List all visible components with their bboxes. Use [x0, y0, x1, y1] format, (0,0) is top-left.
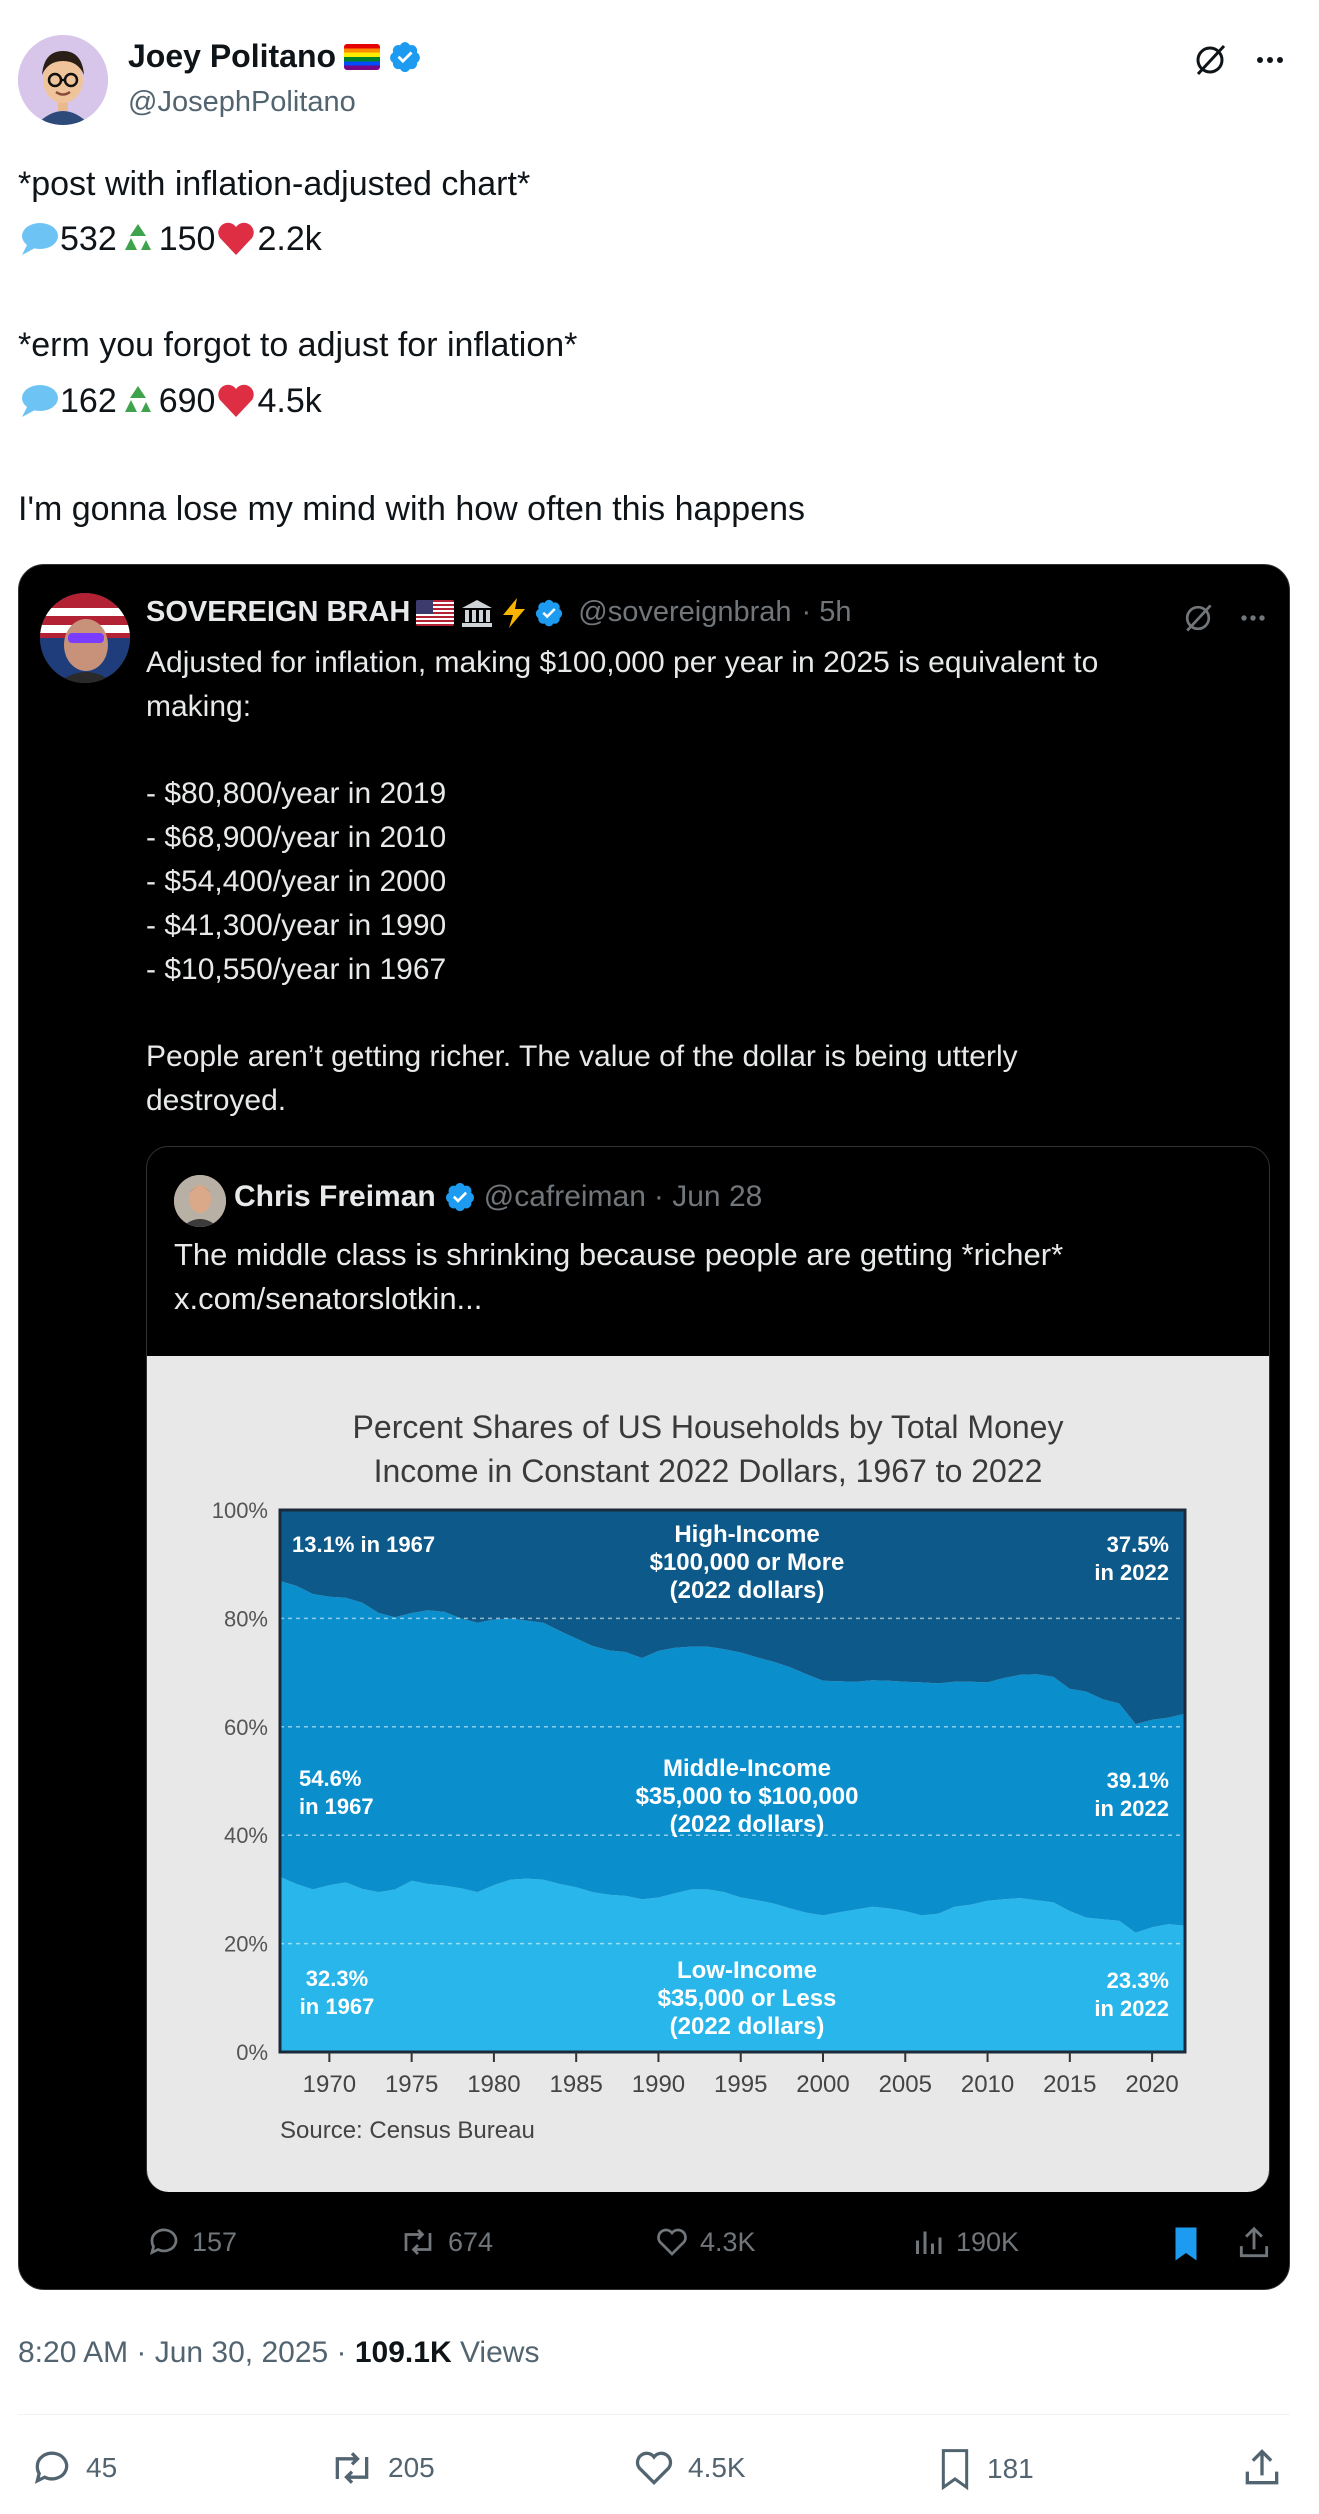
- quote-reply-count: 157: [192, 2226, 238, 2257]
- quote-text-line: People aren’t getting richer. The value of the dollar is being utterly: [146, 1040, 1018, 1073]
- heart-icon: [215, 218, 257, 260]
- stat-replies-1: 532: [60, 219, 117, 258]
- verified-badge-icon[interactable]: [388, 40, 422, 74]
- bookmark-filled-icon[interactable]: [1168, 2224, 1204, 2264]
- annotation-middle-right: in 2022: [1094, 1796, 1169, 1821]
- recycle-icon: [117, 380, 159, 422]
- inner-quote-link[interactable]: x.com/senatorslotkin...: [174, 1281, 483, 1316]
- repost-count: 205: [388, 2452, 435, 2483]
- annotation-high-left: 13.1% in 1967: [292, 1532, 436, 1557]
- stat-reposts-1: 150: [158, 219, 216, 258]
- like-button[interactable]: [632, 2446, 746, 2490]
- quote-text-line: - $41,300/year in 1990: [146, 909, 447, 942]
- reply-button[interactable]: [30, 2446, 117, 2490]
- quote-author-handle[interactable]: @sovereignbrah: [578, 596, 792, 628]
- verified-badge-icon[interactable]: [444, 1181, 476, 1213]
- x-tick-label: 2010: [960, 2071, 1015, 2098]
- annotation-high-income: $100,000 or More: [649, 1549, 845, 1576]
- quote-author-row[interactable]: [146, 596, 851, 629]
- like-icon: [632, 2446, 676, 2490]
- quote-views-button[interactable]: [910, 2224, 1019, 2260]
- verified-badge-icon[interactable]: [534, 598, 564, 628]
- quote-reply-button[interactable]: [146, 2224, 237, 2260]
- y-tick-label: 40%: [223, 1823, 268, 1849]
- chart-source: Source: Census Bureau: [280, 2117, 535, 2144]
- inner-author-name[interactable]: Chris Freiman: [234, 1180, 436, 1213]
- inner-author-avatar[interactable]: [174, 1175, 226, 1227]
- annotation-high-income: High-Income: [674, 1521, 820, 1548]
- quote-author-avatar[interactable]: [40, 593, 130, 683]
- post-stats-1: [18, 218, 322, 260]
- timestamp-text[interactable]: 8:20 AM · Jun 30, 2025 ·: [18, 2336, 355, 2369]
- quote-like-count: 4.3K: [700, 2226, 756, 2257]
- quote-views-count: 190K: [956, 2226, 1020, 2257]
- quote-like-button[interactable]: [654, 2224, 756, 2260]
- repost-button[interactable]: [328, 2446, 435, 2490]
- like-icon: [654, 2224, 690, 2260]
- bank-icon: [460, 598, 494, 628]
- inner-quote-time[interactable]: · Jun 28: [653, 1180, 763, 1213]
- views-count: 109.1K: [354, 2336, 452, 2369]
- x-tick-label: 2020: [1125, 2071, 1179, 2098]
- chart-subtitle: Income in Constant 2022 Dollars, 1967 to 2022: [373, 1453, 1043, 1489]
- annotation-middle-right: 39.1%: [1106, 1768, 1169, 1793]
- bookmark-icon: [935, 2446, 975, 2492]
- divider: [18, 2414, 1290, 2415]
- heart-icon: [215, 380, 257, 422]
- inner-author-handle[interactable]: @cafreiman: [483, 1180, 646, 1213]
- author-name[interactable]: [128, 38, 422, 75]
- annotation-low-left: in 1967: [299, 1994, 375, 2019]
- annotation-low-right: 23.3%: [1106, 1968, 1169, 1993]
- x-tick-label: 1970: [302, 2071, 357, 2098]
- quote-text-line: - $10,550/year in 1967: [146, 953, 447, 986]
- y-tick-label: 80%: [223, 1606, 268, 1632]
- more-options-icon[interactable]: [1250, 40, 1290, 80]
- post-line-3: I'm gonna lose my mind with how often this happens: [18, 490, 806, 528]
- stat-replies-2: 162: [60, 381, 117, 420]
- annotation-low-income: (2022 dollars): [669, 2013, 825, 2040]
- inner-quote-text: The middle class is shrinking because people are getting *richer*: [174, 1237, 1064, 1272]
- quote-time[interactable]: · 5h: [801, 596, 852, 628]
- quote-text-line: - $80,800/year in 2019: [146, 777, 447, 810]
- speech-bubble-icon: [18, 218, 60, 260]
- quote-text-line: destroyed.: [146, 1084, 287, 1117]
- annotation-high-income: (2022 dollars): [669, 1577, 825, 1604]
- views-icon: [910, 2224, 946, 2260]
- share-icon[interactable]: [1235, 2224, 1273, 2262]
- post-timestamp[interactable]: [18, 2336, 539, 2370]
- area-chart: [147, 1356, 1269, 2192]
- speech-bubble-icon: [18, 380, 60, 422]
- quote-repost-button[interactable]: [398, 2224, 493, 2260]
- inner-author-row[interactable]: [234, 1180, 762, 1214]
- quote-text-line: making:: [146, 690, 252, 723]
- x-tick-label: 2000: [796, 2071, 850, 2098]
- x-tick-label: 2005: [878, 2071, 932, 2098]
- share-icon[interactable]: [1240, 2446, 1284, 2490]
- like-count: 4.5K: [688, 2452, 746, 2483]
- bookmark-count: 181: [987, 2453, 1034, 2484]
- x-tick-label: 2015: [1043, 2071, 1097, 2098]
- repost-icon: [398, 2224, 438, 2260]
- bookmark-button[interactable]: [935, 2446, 1034, 2492]
- y-tick-label: 20%: [223, 1931, 268, 1957]
- lightning-icon: [500, 597, 528, 629]
- chart-title: Percent Shares of US Households by Total Money: [352, 1409, 1064, 1445]
- us-flag-icon: [416, 600, 454, 626]
- annotation-high-right: 37.5%: [1106, 1532, 1169, 1557]
- x-tick-label: 1980: [467, 2071, 521, 2098]
- pride-flag-icon: [344, 44, 380, 70]
- post-line-1: *post with inflation-adjusted chart*: [18, 165, 531, 203]
- annotation-low-right: in 2022: [1094, 1996, 1169, 2021]
- quote-author-name[interactable]: SOVEREIGN BRAH: [146, 596, 411, 628]
- annotation-middle-income: Middle-Income: [662, 1755, 832, 1782]
- quote-text-line: - $68,900/year in 2010: [146, 821, 447, 854]
- recycle-icon: [117, 218, 159, 260]
- author-avatar[interactable]: [18, 35, 108, 125]
- x-tick-label: 1990: [631, 2071, 686, 2098]
- quote-repost-count: 674: [448, 2226, 494, 2257]
- quote-text-line: - $54,400/year in 2000: [146, 865, 447, 898]
- quote-text-line: Adjusted for inflation, making $100,000 per year in 2025 is equivalent to: [146, 646, 1099, 679]
- reply-count: 45: [86, 2452, 118, 2483]
- annotation-low-income: $35,000 or Less: [657, 1985, 837, 2012]
- views-label: Views: [451, 2336, 540, 2369]
- annotation-middle-income: (2022 dollars): [669, 1811, 825, 1838]
- grok-icon[interactable]: [1190, 40, 1230, 80]
- chart-image[interactable]: [147, 1356, 1269, 2192]
- stat-likes-2: 4.5k: [257, 381, 322, 420]
- annotation-middle-left: in 1967: [299, 1794, 374, 1819]
- x-tick-label: 1985: [549, 2071, 603, 2098]
- y-tick-label: 0%: [236, 2040, 268, 2065]
- y-tick-label: 100%: [211, 1498, 268, 1523]
- grok-icon[interactable]: [1180, 600, 1216, 636]
- x-tick-label: 1975: [384, 2071, 439, 2098]
- post-line-2: *erm you forgot to adjust for inflation*: [18, 326, 578, 364]
- stat-likes-1: 2.2k: [257, 219, 322, 258]
- annotation-high-right: in 2022: [1094, 1560, 1169, 1585]
- reply-icon: [30, 2446, 74, 2490]
- author-name-text[interactable]: Joey Politano: [128, 38, 337, 74]
- stat-reposts-2: 690: [158, 381, 216, 420]
- annotation-middle-left: 54.6%: [299, 1766, 362, 1791]
- y-tick-label: 60%: [223, 1714, 268, 1740]
- annotation-middle-income: $35,000 to $100,000: [635, 1783, 859, 1810]
- more-options-icon[interactable]: [1235, 600, 1271, 636]
- annotation-low-income: Low-Income: [676, 1957, 818, 1984]
- author-handle[interactable]: @JosephPolitano: [128, 86, 356, 118]
- x-tick-label: 1995: [714, 2071, 768, 2098]
- post-stats-2: [18, 380, 322, 422]
- repost-icon: [328, 2446, 376, 2490]
- reply-icon: [146, 2224, 182, 2260]
- annotation-low-left: 32.3%: [305, 1966, 369, 1991]
